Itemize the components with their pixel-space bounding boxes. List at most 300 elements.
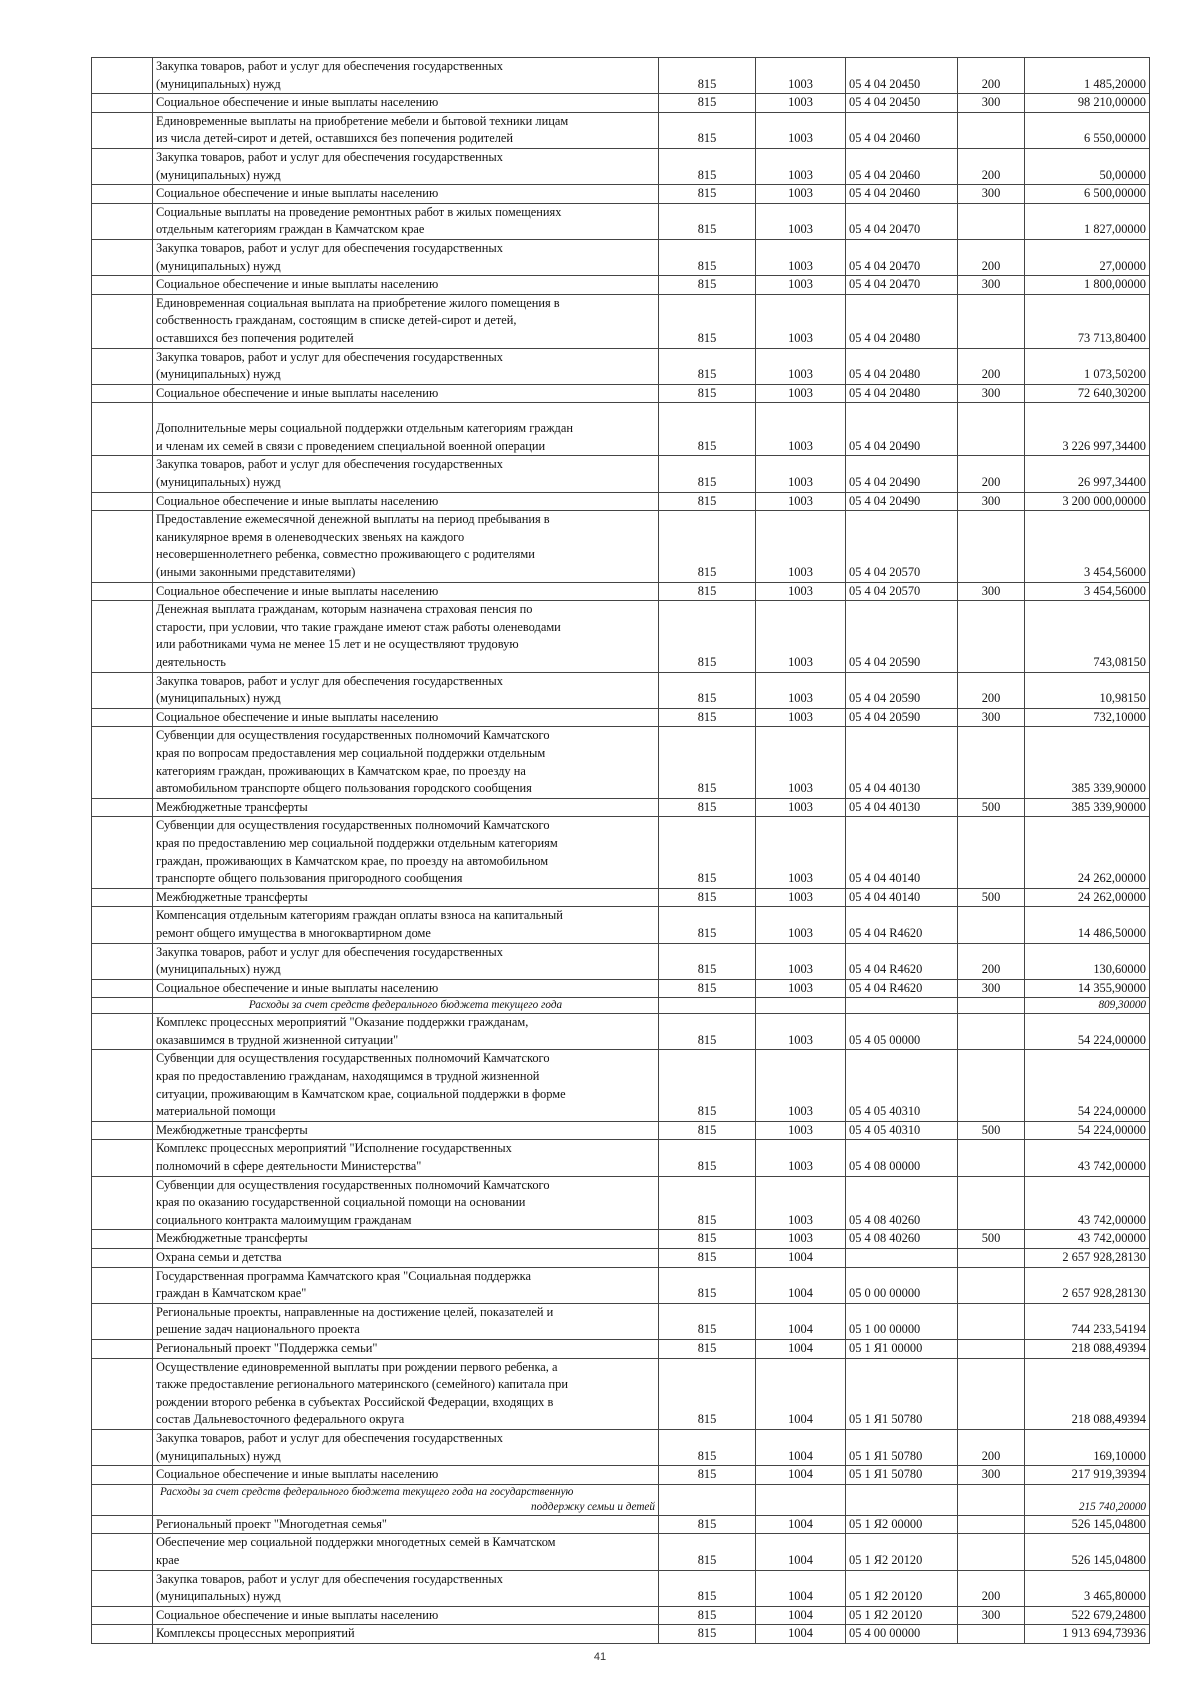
- table-row: [92, 1267, 1150, 1303]
- table-row: [92, 1121, 1150, 1140]
- name-line: собственность гражданам, состоящим в списке детей-сирот и детей,: [156, 313, 517, 328]
- row-index-cell: [92, 998, 153, 1014]
- name-cell: [153, 58, 659, 94]
- row-index-cell: [92, 943, 153, 979]
- name-line: решение задач национального проекта: [156, 1322, 360, 1337]
- target-article-cell: [846, 1484, 958, 1515]
- section-code-cell: 1003: [756, 1176, 846, 1230]
- table-row-note: [92, 1484, 1150, 1515]
- expense-type-cell: 500: [958, 798, 1025, 817]
- name-line: (муниципальных) нужд: [156, 1589, 281, 1604]
- name-line: крае: [156, 1552, 180, 1567]
- target-article-cell: [846, 1249, 958, 1268]
- name-line: Комплекс процессных мероприятий "Оказание поддержки гражданам,: [156, 1015, 529, 1030]
- amount-cell: 2 657 928,28130: [1025, 1267, 1150, 1303]
- amount-cell: 3 454,56000: [1025, 511, 1150, 582]
- name-cell: [153, 511, 659, 582]
- gr-code-cell: 815: [659, 1339, 756, 1358]
- amount-cell: 1 073,50200: [1025, 348, 1150, 384]
- section-code-cell: 1003: [756, 112, 846, 148]
- section-code-cell: 1003: [756, 456, 846, 492]
- table-row: [92, 58, 1150, 94]
- target-article-cell: 05 4 04 20590: [846, 672, 958, 708]
- amount-cell: 10,98150: [1025, 672, 1150, 708]
- gr-code-cell: 815: [659, 384, 756, 403]
- table-row: [92, 727, 1150, 798]
- table-row: [92, 1515, 1150, 1534]
- row-index-cell: [92, 1230, 153, 1249]
- gr-code-cell: 815: [659, 798, 756, 817]
- name-line: состав Дальневосточного федерального округа: [156, 1412, 405, 1427]
- expense-type-cell: [958, 1534, 1025, 1570]
- name-line: Закупка товаров, работ и услуг для обеспечения государственных: [156, 673, 503, 688]
- expense-type-cell: [958, 1358, 1025, 1429]
- gr-code-cell: 815: [659, 1176, 756, 1230]
- section-code-cell: 1003: [756, 58, 846, 94]
- expense-type-cell: 300: [958, 708, 1025, 727]
- amount-cell: 54 224,00000: [1025, 1014, 1150, 1050]
- section-code-cell: 1003: [756, 979, 846, 998]
- section-code-cell: [756, 1484, 846, 1515]
- row-index-cell: [92, 727, 153, 798]
- name-line: граждан в Камчатском крае": [156, 1286, 307, 1301]
- row-index-cell: [92, 1303, 153, 1339]
- name-line: старости, при условии, что такие граждане имеют стаж работы оленеводами: [156, 619, 561, 634]
- name-line: края по вопросам предоставления мер социальной поддержки отдельным: [156, 745, 546, 760]
- name-cell: [153, 239, 659, 275]
- name-cell: [153, 1570, 659, 1606]
- target-article-cell: 05 4 04 40140: [846, 817, 958, 888]
- name-line: Комплекс процессных мероприятий "Исполнение государственных: [156, 1141, 512, 1156]
- name-line: несовершеннолетнего ребенка, совместно проживающего с родителями: [156, 547, 535, 562]
- name-line: Субвенции для осуществления государственных полномочий Камчатского: [156, 1177, 550, 1192]
- expense-type-cell: 200: [958, 348, 1025, 384]
- name-line: Субвенции для осуществления государственных полномочий Камчатского: [156, 728, 550, 743]
- amount-cell: 73 713,80400: [1025, 294, 1150, 348]
- name-line: отдельным категориям граждан в Камчатском крае: [156, 222, 425, 237]
- expense-type-cell: 300: [958, 384, 1025, 403]
- target-article-cell: 05 0 00 00000: [846, 1267, 958, 1303]
- gr-code-cell: 815: [659, 1230, 756, 1249]
- expense-type-cell: [958, 601, 1025, 672]
- row-index-cell: [92, 907, 153, 943]
- expense-type-cell: [958, 998, 1025, 1014]
- name-line: Дополнительные меры социальной поддержки отдельным категориям граждан: [156, 421, 573, 436]
- name-cell: [153, 1014, 659, 1050]
- name-line: транспорте общего пользования пригородного сообщения: [156, 871, 463, 886]
- name-line: Обеспечение мер социальной поддержки многодетных семей в Камчатском: [156, 1535, 556, 1550]
- table-row: [92, 1625, 1150, 1644]
- amount-cell: 1 800,00000: [1025, 276, 1150, 295]
- section-code-cell: 1004: [756, 1267, 846, 1303]
- expense-type-cell: [958, 112, 1025, 148]
- amount-cell: 54 224,00000: [1025, 1121, 1150, 1140]
- name-line: Охрана семьи и детства: [156, 1250, 282, 1264]
- name-line: Расходы за счет средств федерального бюджета текущего года на государственную: [160, 1485, 574, 1498]
- section-code-cell: 1003: [756, 727, 846, 798]
- section-code-cell: 1003: [756, 888, 846, 907]
- expense-type-cell: [958, 403, 1025, 456]
- name-cell: [153, 1050, 659, 1121]
- target-article-cell: 05 4 04 20470: [846, 276, 958, 295]
- row-index-cell: [92, 798, 153, 817]
- table-row: [92, 943, 1150, 979]
- amount-cell: 50,00000: [1025, 148, 1150, 184]
- amount-cell: 1 485,20000: [1025, 58, 1150, 94]
- name-line: Региональный проект "Многодетная семья": [156, 1516, 387, 1531]
- target-article-cell: 05 4 04 20480: [846, 294, 958, 348]
- row-index-cell: [92, 582, 153, 601]
- section-code-cell: 1003: [756, 943, 846, 979]
- name-line: (муниципальных) нужд: [156, 76, 281, 91]
- target-article-cell: 05 4 04 20450: [846, 94, 958, 113]
- target-article-cell: 05 4 04 20570: [846, 582, 958, 601]
- section-code-cell: 1003: [756, 1121, 846, 1140]
- expense-type-cell: 300: [958, 185, 1025, 204]
- target-article-cell: 05 4 04 40140: [846, 888, 958, 907]
- expense-type-cell: 300: [958, 979, 1025, 998]
- name-line: Межбюджетные трансферты: [156, 799, 308, 814]
- name-cell: [153, 148, 659, 184]
- section-code-cell: 1003: [756, 817, 846, 888]
- row-index-cell: [92, 1625, 153, 1644]
- row-index-cell: [92, 1267, 153, 1303]
- row-index-cell: [92, 384, 153, 403]
- amount-cell: 522 679,24800: [1025, 1606, 1150, 1625]
- name-line: (муниципальных) нужд: [156, 691, 281, 706]
- target-article-cell: 05 4 08 00000: [846, 1140, 958, 1176]
- table-row: [92, 1339, 1150, 1358]
- target-article-cell: 05 4 05 00000: [846, 1014, 958, 1050]
- expense-type-cell: [958, 907, 1025, 943]
- section-code-cell: 1003: [756, 708, 846, 727]
- row-index-cell: [92, 1014, 153, 1050]
- table-row: [92, 185, 1150, 204]
- gr-code-cell: 815: [659, 456, 756, 492]
- target-article-cell: 05 1 Я1 50780: [846, 1429, 958, 1465]
- expense-type-cell: 200: [958, 1429, 1025, 1465]
- row-index-cell: [92, 403, 153, 456]
- gr-code-cell: 815: [659, 979, 756, 998]
- gr-code-cell: 815: [659, 601, 756, 672]
- amount-cell: 54 224,00000: [1025, 1050, 1150, 1121]
- expense-type-cell: 200: [958, 148, 1025, 184]
- amount-cell: 27,00000: [1025, 239, 1150, 275]
- section-code-cell: 1003: [756, 239, 846, 275]
- amount-cell: 14 355,90000: [1025, 979, 1150, 998]
- table-row: [92, 979, 1150, 998]
- name-cell: [153, 1339, 659, 1358]
- name-line: Межбюджетные трансферты: [156, 1122, 308, 1137]
- page-number: 41: [593, 1651, 607, 1663]
- expense-type-cell: 500: [958, 888, 1025, 907]
- gr-code-cell: 815: [659, 1515, 756, 1534]
- name-line: края по предоставлению гражданам, находящимся в трудной жизненной: [156, 1069, 540, 1084]
- section-code-cell: 1003: [756, 511, 846, 582]
- gr-code-cell: 815: [659, 112, 756, 148]
- name-line: Социальное обеспечение и иные выплаты населению: [156, 186, 439, 201]
- row-index-cell: [92, 1534, 153, 1570]
- amount-cell: 130,60000: [1025, 943, 1150, 979]
- expense-type-cell: [958, 1050, 1025, 1121]
- target-article-cell: 05 4 08 40260: [846, 1230, 958, 1249]
- target-article-cell: 05 1 Я1 50780: [846, 1466, 958, 1485]
- section-code-cell: 1003: [756, 203, 846, 239]
- row-index-cell: [92, 94, 153, 113]
- name-cell: [153, 1625, 659, 1644]
- name-line: Региональные проекты, направленные на достижение целей, показателей и: [156, 1304, 554, 1319]
- gr-code-cell: 815: [659, 294, 756, 348]
- expense-type-cell: 200: [958, 943, 1025, 979]
- target-article-cell: 05 4 04 R4620: [846, 943, 958, 979]
- name-cell: [153, 1121, 659, 1140]
- expense-type-cell: 200: [958, 239, 1025, 275]
- row-index-cell: [92, 979, 153, 998]
- target-article-cell: 05 4 04 20490: [846, 456, 958, 492]
- section-code-cell: 1004: [756, 1339, 846, 1358]
- name-line: Закупка товаров, работ и услуг для обеспечения государственных: [156, 1430, 503, 1445]
- name-cell: [153, 185, 659, 204]
- name-cell: [153, 708, 659, 727]
- expense-type-cell: [958, 1303, 1025, 1339]
- table-row: [92, 94, 1150, 113]
- amount-cell: 1 913 694,73936: [1025, 1625, 1150, 1644]
- row-index-cell: [92, 1358, 153, 1429]
- gr-code-cell: 815: [659, 817, 756, 888]
- target-article-cell: 05 1 00 00000: [846, 1303, 958, 1339]
- expense-type-cell: 200: [958, 456, 1025, 492]
- amount-cell: 43 742,00000: [1025, 1230, 1150, 1249]
- name-cell: [153, 1484, 659, 1515]
- name-cell: [153, 817, 659, 888]
- gr-code-cell: 815: [659, 94, 756, 113]
- table-row: [92, 1606, 1150, 1625]
- table-row: [92, 239, 1150, 275]
- name-line: полномочий в сфере деятельности Министерства": [156, 1159, 422, 1174]
- gr-code-cell: 815: [659, 511, 756, 582]
- table-row: [92, 112, 1150, 148]
- name-line: края по оказанию государственной социальной помощи на основании: [156, 1195, 526, 1210]
- row-index-cell: [92, 817, 153, 888]
- name-line: каникулярное время в оленеводческих звеньях на каждого: [156, 529, 465, 544]
- expense-type-cell: [958, 1484, 1025, 1515]
- row-index-cell: [92, 1050, 153, 1121]
- name-line: категориям граждан, проживающих в Камчатском крае, по проезду на: [156, 763, 526, 778]
- name-line: Социальное обеспечение и иные выплаты населению: [156, 583, 439, 598]
- name-line: (иными законными представителями): [156, 565, 356, 580]
- expense-type-cell: [958, 1515, 1025, 1534]
- amount-cell: 3 200 000,00000: [1025, 492, 1150, 511]
- table-row: [92, 294, 1150, 348]
- row-index-cell: [92, 1176, 153, 1230]
- name-line: (муниципальных) нужд: [156, 167, 281, 182]
- gr-code-cell: 815: [659, 708, 756, 727]
- target-article-cell: 05 4 04 20480: [846, 384, 958, 403]
- amount-cell: 26 997,34400: [1025, 456, 1150, 492]
- expense-type-cell: [958, 817, 1025, 888]
- target-article-cell: 05 4 04 R4620: [846, 979, 958, 998]
- target-article-cell: 05 4 04 40130: [846, 798, 958, 817]
- row-index-cell: [92, 1140, 153, 1176]
- table-row: [92, 798, 1150, 817]
- name-line: оставшихся без попечения родителей: [156, 330, 354, 345]
- name-cell: [153, 1267, 659, 1303]
- expense-type-cell: [958, 511, 1025, 582]
- name-line: Единовременная социальная выплата на приобретение жилого помещения в: [156, 295, 560, 310]
- target-article-cell: 05 1 Я2 20120: [846, 1570, 958, 1606]
- name-line: Компенсация отдельным категориям граждан оплаты взноса на капитальный: [156, 908, 563, 923]
- name-line: (муниципальных) нужд: [156, 475, 281, 490]
- section-code-cell: 1003: [756, 276, 846, 295]
- name-line: Социальное обеспечение и иные выплаты населению: [156, 980, 439, 995]
- table-row: [92, 1429, 1150, 1465]
- name-line: Закупка товаров, работ и услуг для обеспечения государственных: [156, 149, 503, 164]
- expense-type-cell: [958, 727, 1025, 798]
- row-index-cell: [92, 708, 153, 727]
- table-row: [92, 1466, 1150, 1485]
- name-cell: [153, 1429, 659, 1465]
- section-code-cell: 1004: [756, 1534, 846, 1570]
- section-code-cell: 1004: [756, 1303, 846, 1339]
- name-line: Социальное обеспечение и иные выплаты населению: [156, 1467, 439, 1482]
- name-cell: [153, 384, 659, 403]
- row-index-cell: [92, 294, 153, 348]
- section-code-cell: 1003: [756, 1014, 846, 1050]
- target-article-cell: 05 4 04 20490: [846, 403, 958, 456]
- section-code-cell: 1003: [756, 185, 846, 204]
- row-index-cell: [92, 1429, 153, 1465]
- name-cell: [153, 998, 659, 1014]
- name-line: или работниками чума не менее 15 лет и не осуществляют трудовую: [156, 637, 519, 652]
- gr-code-cell: 815: [659, 1358, 756, 1429]
- row-index-cell: [92, 888, 153, 907]
- name-line: Закупка товаров, работ и услуг для обеспечения государственных: [156, 1571, 503, 1586]
- name-line: также предоставление регионального материнского (семейного) капитала при: [156, 1377, 568, 1392]
- section-code-cell: 1003: [756, 907, 846, 943]
- row-index-cell: [92, 1515, 153, 1534]
- amount-cell: 215 740,20000: [1025, 1484, 1150, 1515]
- amount-cell: 218 088,49394: [1025, 1358, 1150, 1429]
- name-line: (муниципальных) нужд: [156, 367, 281, 382]
- expense-type-cell: [958, 1176, 1025, 1230]
- section-code-cell: 1004: [756, 1570, 846, 1606]
- target-article-cell: 05 4 00 00000: [846, 1625, 958, 1644]
- expense-type-cell: [958, 1249, 1025, 1268]
- target-article-cell: 05 4 04 R4620: [846, 907, 958, 943]
- row-index-cell: [92, 1606, 153, 1625]
- gr-code-cell: [659, 998, 756, 1014]
- target-article-cell: 05 1 Я2 00000: [846, 1515, 958, 1534]
- section-code-cell: 1003: [756, 1230, 846, 1249]
- expense-type-cell: 500: [958, 1230, 1025, 1249]
- name-line: автомобильном транспорте общего пользования городского сообщения: [156, 781, 532, 796]
- gr-code-cell: 815: [659, 888, 756, 907]
- section-code-cell: 1004: [756, 1429, 846, 1465]
- table-row: [92, 1140, 1150, 1176]
- expense-type-cell: 200: [958, 672, 1025, 708]
- name-cell: [153, 276, 659, 295]
- expense-type-cell: 500: [958, 1121, 1025, 1140]
- name-line: и членам их семей в связи с проведением специальной военной операции: [156, 438, 546, 453]
- section-code-cell: 1003: [756, 582, 846, 601]
- table-row: [92, 492, 1150, 511]
- table-row: [92, 817, 1150, 888]
- expense-type-cell: 300: [958, 1466, 1025, 1485]
- name-line: Осуществление единовременной выплаты при рождении первого ребенка, а: [156, 1359, 558, 1374]
- amount-cell: 14 486,50000: [1025, 907, 1150, 943]
- section-code-cell: 1003: [756, 601, 846, 672]
- gr-code-cell: 815: [659, 1140, 756, 1176]
- amount-cell: 385 339,90000: [1025, 798, 1150, 817]
- name-cell: [153, 403, 659, 456]
- gr-code-cell: 815: [659, 1570, 756, 1606]
- name-line: граждан, проживающих в Камчатском крае, по проезду на автомобильном: [156, 853, 549, 868]
- target-article-cell: 05 4 04 20450: [846, 58, 958, 94]
- expense-type-cell: 200: [958, 1570, 1025, 1606]
- table-row: [92, 1050, 1150, 1121]
- table-row: [92, 1176, 1150, 1230]
- target-article-cell: 05 4 04 20490: [846, 492, 958, 511]
- table-row: [92, 403, 1150, 456]
- name-line: Социальные выплаты на проведение ремонтных работ в жилых помещениях: [156, 204, 562, 219]
- gr-code-cell: 815: [659, 348, 756, 384]
- name-line: рождении второго ребенка в субъектах Российской Федерации, входящих в: [156, 1394, 554, 1409]
- table-row: [92, 348, 1150, 384]
- table-row: [92, 672, 1150, 708]
- target-article-cell: 05 4 04 20480: [846, 348, 958, 384]
- target-article-cell: 05 4 04 20590: [846, 601, 958, 672]
- name-line: Расходы за счет средств федерального бюджета текущего года: [248, 999, 563, 1012]
- gr-code-cell: 815: [659, 1429, 756, 1465]
- gr-code-cell: 815: [659, 582, 756, 601]
- row-index-cell: [92, 601, 153, 672]
- section-code-cell: 1003: [756, 348, 846, 384]
- expense-type-cell: 200: [958, 58, 1025, 94]
- amount-cell: 385 339,90000: [1025, 727, 1150, 798]
- amount-cell: 6 500,00000: [1025, 185, 1150, 204]
- target-article-cell: [846, 998, 958, 1014]
- table-row: [92, 1249, 1150, 1268]
- name-line: оказавшимся в трудной жизненной ситуации": [156, 1032, 399, 1047]
- name-cell: [153, 456, 659, 492]
- name-cell: [153, 1534, 659, 1570]
- gr-code-cell: 815: [659, 727, 756, 798]
- expense-type-cell: 300: [958, 492, 1025, 511]
- table-row: [92, 1014, 1150, 1050]
- name-cell: [153, 943, 659, 979]
- target-article-cell: 05 1 Я2 20120: [846, 1606, 958, 1625]
- name-cell: [153, 907, 659, 943]
- gr-code-cell: 815: [659, 1121, 756, 1140]
- amount-cell: 6 550,00000: [1025, 112, 1150, 148]
- target-article-cell: 05 4 04 20470: [846, 239, 958, 275]
- gr-code-cell: 815: [659, 403, 756, 456]
- section-code-cell: 1003: [756, 384, 846, 403]
- table-row: [92, 907, 1150, 943]
- section-code-cell: 1003: [756, 1140, 846, 1176]
- gr-code-cell: 815: [659, 907, 756, 943]
- expense-type-cell: 300: [958, 1606, 1025, 1625]
- amount-cell: 43 742,00000: [1025, 1140, 1150, 1176]
- section-code-cell: 1003: [756, 148, 846, 184]
- name-line: (муниципальных) нужд: [156, 1448, 281, 1463]
- gr-code-cell: 815: [659, 1466, 756, 1485]
- table-row: [92, 1358, 1150, 1429]
- gr-code-cell: 815: [659, 1625, 756, 1644]
- name-line: Субвенции для осуществления государственных полномочий Камчатского: [156, 818, 550, 833]
- expense-type-cell: [958, 1140, 1025, 1176]
- name-line: Социальное обеспечение и иные выплаты населению: [156, 95, 439, 110]
